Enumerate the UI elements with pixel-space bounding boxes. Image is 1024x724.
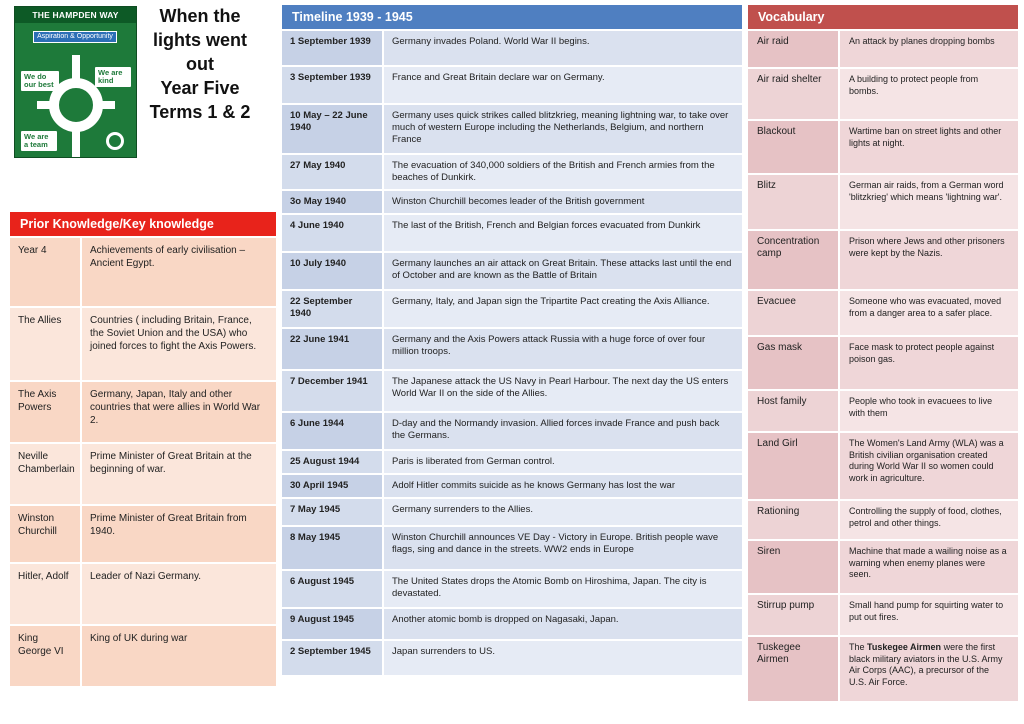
timeline-row: [282, 291, 742, 327]
timeline-date: 1 September 1939: [282, 31, 384, 65]
timeline-event: Japan surrenders to US.: [384, 641, 742, 675]
timeline-row: [282, 499, 742, 525]
timeline-event: Germany invades Poland. World War II begins.: [384, 31, 742, 65]
vocabulary-row: [748, 291, 1018, 335]
vocab-meaning: Prison where Jews and other prisoners were kept by the Nazis.: [840, 231, 1018, 289]
heading-line: out: [186, 54, 214, 74]
vocabulary-table: [748, 29, 1018, 703]
logo-sign: Aspiration & Opportunity: [33, 31, 117, 43]
table-row: [10, 382, 276, 442]
vocab-meaning: German air raids, from a German word 'blitzkrieg' which means 'lightning war'.: [840, 175, 1018, 229]
timeline-date: 30 April 1945: [282, 475, 384, 497]
timeline-event: France and Great Britain declare war on Germany.: [384, 67, 742, 103]
heading-line: lights went: [153, 30, 247, 50]
timeline-event: Another atomic bomb is dropped on Nagasaki, Japan.: [384, 609, 742, 639]
timeline-row: [282, 571, 742, 607]
timeline-row: [282, 31, 742, 65]
logo-box-team: We are a team: [21, 131, 57, 151]
vocab-meaning: The Women's Land Army (WLA) was a British civilian organisation created during World War II so women could work in agriculture.: [840, 433, 1018, 499]
prior-key: Year 4: [10, 238, 82, 306]
vocab-meaning-bold: Tuskegee Airmen: [867, 642, 942, 652]
prior-knowledge-header: [10, 212, 276, 236]
timeline-row: [282, 527, 742, 569]
timeline-event: Winston Churchill announces VE Day - Victory in Europe. British people wave flags, sing and dance in the streets. WW2 ends in Europe: [384, 527, 742, 569]
table-row: [10, 506, 276, 562]
timeline-row: [282, 215, 742, 251]
vocabulary-row: [748, 501, 1018, 539]
prior-value: Prime Minister of Great Britain at the beginning of war.: [82, 444, 276, 504]
timeline-date: 9 August 1945: [282, 609, 384, 639]
timeline-event: The evacuation of 340,000 soldiers of the British and French armies from the beaches of Dunkirk.: [384, 155, 742, 189]
vocab-meaning: Small hand pump for squirting water to put out fires.: [840, 595, 1018, 635]
vocab-word: Land Girl: [748, 433, 840, 499]
timeline-row: [282, 371, 742, 411]
table-row: [10, 626, 276, 686]
logo-title: THE HAMPDEN WAY: [15, 7, 136, 23]
heading-line: Year Five: [160, 78, 240, 98]
prior-key: Hitler, Adolf: [10, 564, 82, 624]
timeline-date: 3 September 1939: [282, 67, 384, 103]
prior-value: Achievements of early civilisation – Ancient Egypt.: [82, 238, 276, 306]
vocab-meaning: Controlling the supply of food, clothes, petrol and other things.: [840, 501, 1018, 539]
table-row: [10, 444, 276, 504]
timeline-date: 10 July 1940: [282, 253, 384, 289]
vocab-word: Blackout: [748, 121, 840, 173]
prior-key: The Axis Powers: [10, 382, 82, 442]
prior-value: King of UK during war: [82, 626, 276, 686]
vocab-meaning-text: were the first black military aviators in the U.S. Army Air Corps (AAC), a precursor of the U.S. Air Force.: [849, 642, 1003, 687]
timeline-event: Paris is liberated from German control.: [384, 451, 742, 473]
timeline-date: 7 May 1945: [282, 499, 384, 525]
vocabulary-row: [748, 231, 1018, 289]
timeline-event: Germany launches an air attack on Great Britain. These attacks last until the end of October and are known as the Battle of Britain: [384, 253, 742, 289]
timeline-row: [282, 641, 742, 675]
timeline-event: The Japanese attack the US Navy in Pearl Harbour. The next day the US enters World War II on the side of the Allies.: [384, 371, 742, 411]
logo-box-kind: We are kind: [95, 67, 131, 87]
prior-key: Winston Churchill: [10, 506, 82, 562]
timeline-event: Germany uses quick strikes called blitzkrieg, meaning lightning war, to take over much of western Europe including the Netherlands, Belgium, and northern France: [384, 105, 742, 153]
vocabulary-row: [748, 121, 1018, 173]
vocabulary-row: [748, 637, 1018, 701]
timeline-row: [282, 155, 742, 189]
timeline-date: 22 June 1941: [282, 329, 384, 369]
table-row: [10, 564, 276, 624]
heading-line: Terms 1 & 2: [149, 102, 251, 122]
vocab-word: Concentration camp: [748, 231, 840, 289]
timeline-date: 10 May – 22 June 1940: [282, 105, 384, 153]
timeline-event: The United States drops the Atomic Bomb on Hiroshima, Japan. The city is devastated.: [384, 571, 742, 607]
timeline-title: Timeline 1939 - 1945: [292, 10, 413, 24]
vocabulary-row: [748, 175, 1018, 229]
prior-value: Prime Minister of Great Britain from 1940.: [82, 506, 276, 562]
prior-key: Neville Chamberlain: [10, 444, 82, 504]
vocab-word: Air raid: [748, 31, 840, 67]
vocab-meaning: People who took in evacuees to live with them: [840, 391, 1018, 431]
timeline-date: 22 September 1940: [282, 291, 384, 327]
vocab-meaning: Face mask to protect people against poison gas.: [840, 337, 1018, 389]
table-row: [10, 308, 276, 380]
prior-value: Germany, Japan, Italy and other countries that were allies in World War 2.: [82, 382, 276, 442]
vocab-meaning-prefix: The: [849, 642, 865, 652]
vocab-meaning: Wartime ban on street lights and other lights at night.: [840, 121, 1018, 173]
vocabulary-row: [748, 69, 1018, 119]
vocab-word: Stirrup pump: [748, 595, 840, 635]
timeline-event: The last of the British, French and Belgian forces evacuated from Dunkirk: [384, 215, 742, 251]
vocabulary-row: [748, 337, 1018, 389]
vocab-word: Evacuee: [748, 291, 840, 335]
timeline-row: [282, 413, 742, 449]
timeline-date: 8 May 1945: [282, 527, 384, 569]
timeline-row: [282, 451, 742, 473]
vocabulary-row: [748, 433, 1018, 499]
school-logo: [14, 6, 137, 158]
prior-value: Leader of Nazi Germany.: [82, 564, 276, 624]
vocab-word: Tuskegee Airmen: [748, 637, 840, 701]
timeline-row: [282, 475, 742, 497]
vocabulary-row: [748, 541, 1018, 593]
timeline-row: [282, 191, 742, 213]
timeline-date: 25 August 1944: [282, 451, 384, 473]
vocab-meaning: [840, 637, 1018, 701]
timeline-row: [282, 329, 742, 369]
vocab-word: Siren: [748, 541, 840, 593]
timeline-event: D-day and the Normandy invasion. Allied forces invade France and push back the Germans.: [384, 413, 742, 449]
prior-knowledge-table: [10, 236, 276, 688]
timeline-event: Adolf Hitler commits suicide as he knows Germany has lost the war: [384, 475, 742, 497]
prior-key: King George VI: [10, 626, 82, 686]
timeline-header: [282, 5, 742, 29]
timeline-event: Germany, Italy, and Japan sign the Tripartite Pact creating the Axis Alliance.: [384, 291, 742, 327]
timeline-date: 7 December 1941: [282, 371, 384, 411]
timeline-row: [282, 105, 742, 153]
vocab-meaning: A building to protect people from bombs.: [840, 69, 1018, 119]
timeline-date: 6 August 1945: [282, 571, 384, 607]
vocab-word: Blitz: [748, 175, 840, 229]
timeline-row: [282, 67, 742, 103]
timeline-date: 4 June 1940: [282, 215, 384, 251]
timeline-date: 6 June 1944: [282, 413, 384, 449]
heading-line: When the: [159, 6, 241, 26]
vocabulary-row: [748, 391, 1018, 431]
prior-knowledge-title: Prior Knowledge/Key knowledge: [20, 217, 214, 231]
vocabulary-header: [748, 5, 1018, 29]
vocabulary-title: Vocabulary: [758, 10, 825, 24]
prior-key: The Allies: [10, 308, 82, 380]
vocab-word: Air raid shelter: [748, 69, 840, 119]
timeline-event: Germany and the Axis Powers attack Russia with a huge force of over four million troops.: [384, 329, 742, 369]
vocabulary-row: [748, 595, 1018, 635]
vocab-meaning: Someone who was evacuated, moved from a danger area to a safer place.: [840, 291, 1018, 335]
timeline-event: Winston Churchill becomes leader of the British government: [384, 191, 742, 213]
timeline-date: 27 May 1940: [282, 155, 384, 189]
timeline-row: [282, 609, 742, 639]
vocab-meaning: Machine that made a wailing noise as a warning when enemy planes were seen.: [840, 541, 1018, 593]
vocabulary-row: [748, 31, 1018, 67]
table-row: [10, 238, 276, 306]
vocab-meaning: An attack by planes dropping bombs: [840, 31, 1018, 67]
vocab-word: Rationing: [748, 501, 840, 539]
timeline-date: 3o May 1940: [282, 191, 384, 213]
prior-value: Countries ( including Britain, France, the Soviet Union and the USA) who joined forces to fight the Axis Powers.: [82, 308, 276, 380]
vocab-word: Gas mask: [748, 337, 840, 389]
timeline-event: Germany surrenders to the Allies.: [384, 499, 742, 525]
timeline-table: [282, 29, 742, 677]
timeline-date: 2 September 1945: [282, 641, 384, 675]
page-heading: [140, 4, 260, 124]
vocab-word: Host family: [748, 391, 840, 431]
logo-box-best: We do our best: [21, 71, 59, 91]
timeline-row: [282, 253, 742, 289]
